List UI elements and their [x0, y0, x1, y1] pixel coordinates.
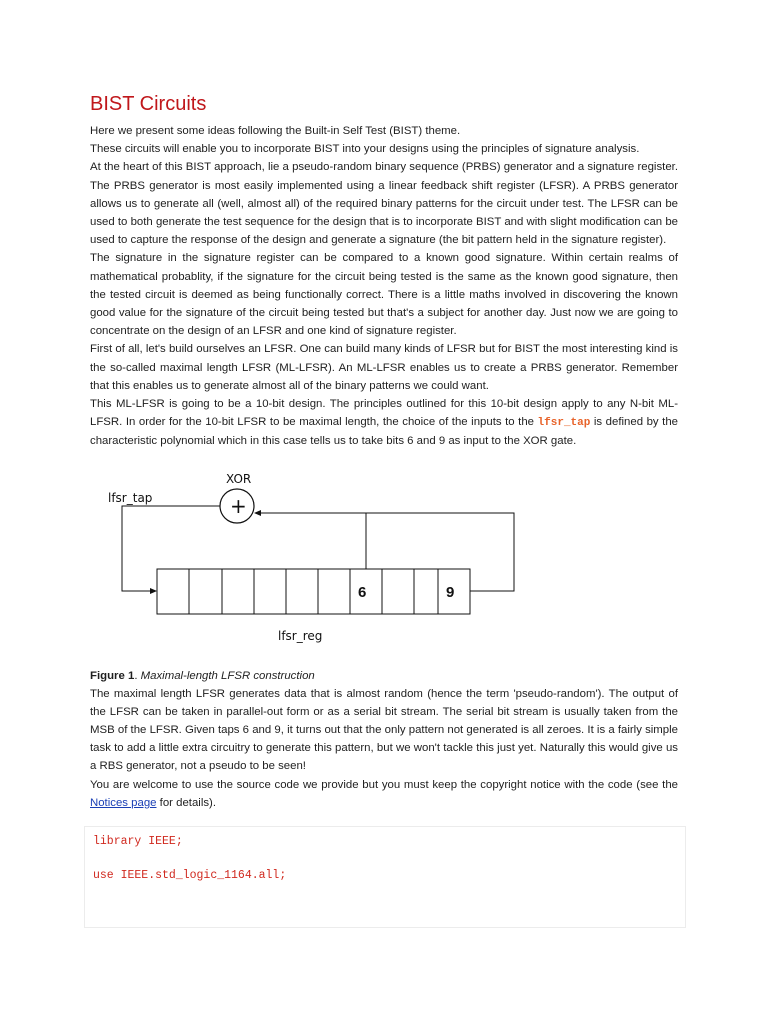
lfsr-diagram-svg	[90, 461, 678, 661]
license-text-b: for details).	[156, 796, 217, 809]
feedback-arrow-icon	[254, 510, 261, 516]
figure-caption	[90, 667, 678, 685]
lfsr-tap-label: lfsr_tap	[108, 490, 153, 505]
xor-plus-icon: +	[230, 493, 247, 518]
caption-separator: .	[134, 669, 141, 682]
lfsr-reg-label: lfsr_reg	[278, 628, 323, 643]
bit-9-label: 9	[446, 583, 455, 601]
lfsr-tap-code: lfsr_tap	[537, 417, 591, 430]
paragraph-license	[90, 776, 678, 812]
caption-text: Maximal-length LFSR construction	[140, 669, 315, 682]
code-line-1: library IEEE;	[93, 835, 183, 848]
notices-page-link[interactable]: Notices page	[90, 796, 157, 809]
paragraph-10bit-text-b: is defined by the characteristic polynomial which in this case tells us to take bits 6 and 9 as input to the XOR gate.	[90, 416, 679, 448]
lfsr-register	[157, 569, 470, 614]
code-line-2: use IEEE.std_logic_1164.all;	[93, 869, 287, 882]
paragraph-prbs: At the heart of this BIST approach, lie a pseudo-random binary sequence (PRBS) generator and a signature register. The PRBS generator is most easily implemented using a linear feedback shift register (LFSR). A PRBS generator allows us to generate all (well, almost all) of the required binary patterns for the circuit under test. The LFSR can be used to both generate the test sequence for the design that is to incorporate BIST and with slight modification can be used to capture the response of the design and generate a signature (the bit pattern held in the signature register).	[90, 161, 678, 247]
input-arrow-icon	[150, 588, 157, 594]
feedback-wire	[260, 513, 514, 591]
lfsr-diagram	[90, 461, 678, 661]
paragraph-10bit	[90, 395, 678, 451]
paragraph-intro: Here we present some ideas following the Built-in Self Test (BIST) theme.	[90, 125, 461, 137]
xor-label: XOR	[226, 471, 252, 486]
paragraph-output: The maximal length LFSR generates data that is almost random (hence the term 'pseudo-random'). The output of the LFSR can be taken in parallel-out form or as a serial bit stream. The serial bit stream is usually taken from the MSB of the LFSR. Given taps 6 and 9, it turns out that the only pattern not generated is all zeroes. It is a fairly simple task to add a little extra circuitry to generate this pattern, but we won't tackle this just yet. Naturally this would give us a RBS generator, not a pseudo to be seen!	[90, 687, 678, 773]
paragraph-signature: The signature in the signature register can be compared to a known good signature. Within certain realms of mathematical probablity, if the signature for the circuit being tested is the same as the known good signature, then the tested circuit is deemed as being functionally correct. There is a little maths involved in discovering the known good value for the signature of the circuit being tested but that's a subject for another day. Just now we are going to concentrate on the design of an LFSR and one kind of signature register.	[90, 252, 678, 338]
paragraph-purpose: These circuits will enable you to incorporate BIST into your designs using the principles of signature analysis.	[90, 143, 640, 156]
license-text-a: You are welcome to use the source code we provide but you must keep the copyright notice with the code (see the	[90, 778, 678, 791]
caption-number: Figure 1	[90, 669, 135, 682]
bit-6-label: 6	[358, 583, 367, 601]
page-title: BIST Circuits	[90, 93, 207, 115]
article	[90, 92, 678, 812]
paragraph-10bit-text-a: This ML-LFSR is going to be a 10-bit design. The principles outlined for this 10-bit design apply to any N-bit ML-LFSR. In order for the 10-bit LFSR to be maximal length, the choice of the inputs to the	[90, 398, 678, 429]
code-block	[84, 826, 686, 928]
tap-wire	[122, 506, 220, 591]
paragraph-ml-lfsr: First of all, let's build ourselves an LFSR. One can build many kinds of LFSR but for BIST the most interesting kind is the so-called maximal length LFSR (ML-LFSR). An ML-LFSR enables us to create a PRBS generator. Remember that this enables us to generate almost all of the binary patterns we could want.	[90, 343, 678, 392]
